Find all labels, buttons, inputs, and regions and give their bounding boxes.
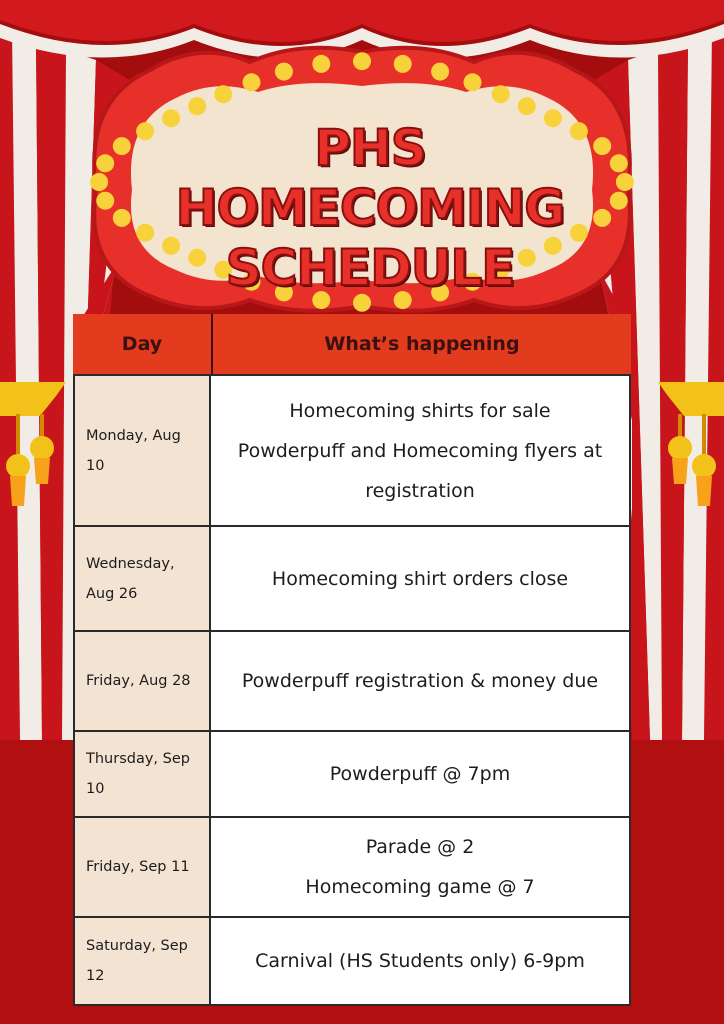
marquee-bulb <box>96 192 114 210</box>
event-text: Carnival (HS Students only) 6-9pm <box>255 950 585 972</box>
day-cell: Monday, Aug 10 <box>75 376 211 525</box>
marquee-bulb <box>188 97 206 115</box>
marquee-bulb <box>113 137 131 155</box>
marquee-bulb <box>214 85 232 103</box>
header-day: Day <box>73 314 211 374</box>
event-text: Powderpuff @ 7pm <box>329 763 511 785</box>
event-text: Powderpuff registration & money due <box>241 670 599 692</box>
marquee-bulb <box>616 173 634 191</box>
marquee-bulb <box>610 192 628 210</box>
schedule-table <box>73 314 631 1006</box>
marquee-bulb <box>96 154 114 172</box>
marquee-bulb <box>593 137 611 155</box>
marquee-bulb <box>90 173 108 191</box>
day-cell: Thursday, Sep 10 <box>75 732 211 816</box>
marquee-bulb <box>275 63 293 81</box>
marquee-bulb <box>353 52 371 70</box>
table-row <box>75 527 629 632</box>
table-row <box>75 732 629 818</box>
marquee-bulb <box>243 73 261 91</box>
page-title: PHS HOMECOMING SCHEDULE <box>175 119 565 297</box>
event-text: Homecoming shirt orders close <box>271 567 569 590</box>
marquee-bulb <box>312 55 330 73</box>
day-cell: Saturday, Sep 12 <box>75 918 211 1004</box>
marquee-bulb <box>492 85 510 103</box>
event-text: Homecoming game @ 7 <box>305 876 535 898</box>
marquee-bulb <box>464 73 482 91</box>
table-row <box>75 376 629 527</box>
header-whats-happening: What’s happening <box>211 314 631 374</box>
day-cell: Friday, Aug 28 <box>75 632 211 730</box>
events-cell <box>211 918 629 1004</box>
event-text: Homecoming shirts for sale <box>289 399 551 422</box>
events-cell <box>211 527 629 630</box>
event-text: Parade @ 2 <box>365 836 475 858</box>
marquee-bulb <box>113 209 131 227</box>
events-cell <box>211 818 629 916</box>
marquee-bulb <box>518 97 536 115</box>
table-row <box>75 818 629 918</box>
event-text: Powderpuff and Homecoming flyers at registration <box>237 439 603 502</box>
marquee-bulb <box>394 55 412 73</box>
day-cell: Wednesday, Aug 26 <box>75 527 211 630</box>
events-cell <box>211 732 629 816</box>
table-row <box>75 918 629 1004</box>
table-body <box>73 374 631 1006</box>
marquee-bulb <box>593 209 611 227</box>
marquee-bulb <box>431 63 449 81</box>
table-row <box>75 632 629 732</box>
events-cell <box>211 376 629 525</box>
marquee-bulb <box>610 154 628 172</box>
table-header <box>73 314 631 374</box>
events-cell <box>211 632 629 730</box>
day-cell: Friday, Sep 11 <box>75 818 211 916</box>
